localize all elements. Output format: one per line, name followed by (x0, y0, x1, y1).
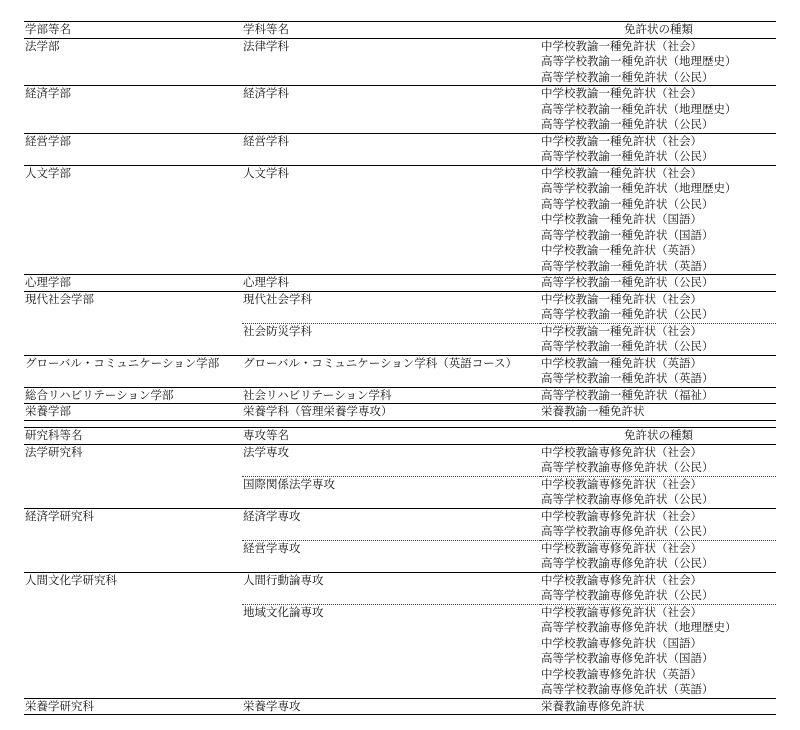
table-row (24, 508, 776, 540)
license-list-cell (540, 387, 776, 404)
license-item: 中学校教諭専修免許状（英語） (541, 666, 702, 681)
license-list-cell (540, 355, 776, 387)
license-item: 中学校教諭一種免許状（社会） (541, 291, 702, 306)
group-name-cell: 経済学研究科 (25, 508, 94, 523)
group-name-cell: 人間文化学研究科 (25, 572, 117, 587)
sub-name-cell: 法律学科 (243, 38, 289, 53)
table-row (24, 291, 776, 323)
license-item: 中学校教諭一種免許状（社会） (541, 323, 702, 338)
group-name-cell: 人文学部 (25, 165, 71, 180)
sub-name-cell: 国際関係法学専攻 (242, 476, 540, 508)
sub-name-cell: 経済学専攻 (243, 508, 301, 523)
table-row (24, 86, 776, 134)
sub-name-cell: 栄養学専攻 (243, 698, 301, 713)
header-graduate-school: 研究科等名 (25, 428, 83, 442)
sub-name-cell: 社会リハビリテーション学科 (243, 387, 392, 402)
license-item: 中学校教諭専修免許状（社会） (541, 476, 702, 491)
license-list-cell (540, 323, 776, 355)
undergraduate-license-table (24, 21, 776, 421)
license-list-cell (540, 404, 776, 421)
license-item: 高等学校教諭専修免許状（公民） (541, 460, 714, 474)
license-item: 中学校教諭一種免許状（英語） (541, 355, 702, 370)
sub-name-cell: 現代社会学科 (243, 291, 312, 306)
group-name-cell (24, 540, 242, 572)
table-row (24, 387, 776, 404)
license-list-cell (540, 165, 776, 275)
license-list-cell (540, 38, 776, 86)
license-list-cell (540, 540, 776, 572)
group-name-cell: 法学研究科 (25, 444, 83, 459)
group-name-cell: 経済学部 (25, 86, 71, 100)
license-list-cell (540, 698, 776, 715)
table-row (24, 604, 776, 698)
sub-name-cell: 人文学科 (243, 165, 289, 180)
license-item: 中学校教諭一種免許状（国語） (541, 212, 702, 226)
license-item: 高等学校教諭一種免許状（地理歴史） (541, 54, 737, 68)
license-item: 中学校教諭専修免許状（社会） (541, 604, 702, 619)
license-item: 中学校教諭専修免許状（社会） (541, 540, 702, 555)
sub-name-cell: 社会防災学科 (242, 323, 540, 355)
sub-name-cell: 人間行動論専攻 (243, 572, 324, 587)
license-item: 高等学校教諭専修免許状（国語） (541, 651, 714, 665)
license-item: 中学校教諭一種免許状（英語） (541, 243, 702, 257)
license-list-cell (540, 133, 776, 165)
license-item: 高等学校教諭専修免許状（公民） (541, 556, 714, 570)
table-row (24, 476, 776, 508)
license-list-cell (540, 476, 776, 508)
license-item: 中学校教諭一種免許状（社会） (541, 86, 702, 100)
group-name-cell: 総合リハビリテーション学部 (25, 387, 174, 402)
license-item: 高等学校教諭一種免許状（公民） (541, 149, 714, 163)
table-header (24, 428, 776, 445)
header-license-type: 免許状の種類 (624, 428, 693, 442)
license-item: 中学校教諭一種免許状（社会） (541, 165, 702, 180)
group-name-cell: 法学部 (25, 38, 60, 53)
group-name-cell (24, 604, 242, 698)
license-list-cell (540, 86, 776, 134)
header-faculty: 学部等名 (25, 22, 71, 36)
license-item: 高等学校教諭専修免許状（公民） (541, 588, 714, 602)
license-item: 高等学校教諭一種免許状（公民） (541, 69, 714, 84)
table-row (24, 444, 776, 476)
license-item: 高等学校教諭一種免許状（公民） (541, 275, 714, 289)
header-major: 専攻等名 (243, 428, 289, 442)
sub-name-cell: 経営学専攻 (242, 540, 540, 572)
sub-name-cell: 地域文化論専攻 (242, 604, 540, 698)
license-list-cell (540, 572, 776, 604)
license-list-cell (540, 444, 776, 476)
license-item: 高等学校教諭一種免許状（公民） (541, 117, 714, 131)
table-row (24, 323, 776, 355)
graduate-license-table (24, 427, 776, 715)
sub-name-cell: 栄養学科（管理栄養学専攻） (243, 404, 393, 418)
sub-name-cell: 心理学科 (243, 275, 289, 289)
license-item: 高等学校教諭一種免許状（地理歴史） (541, 101, 737, 116)
table-row (24, 38, 776, 86)
group-name-cell (24, 476, 242, 508)
group-name-cell (24, 323, 242, 355)
license-item: 中学校教諭専修免許状（社会） (541, 572, 702, 587)
sub-name-cell: グローバル・コミュニケーション学科（英語コース） (243, 355, 518, 370)
table-row (24, 698, 776, 715)
license-item: 中学校教諭専修免許状（国語） (541, 635, 702, 650)
license-item: 栄養教諭専修免許状 (541, 698, 645, 713)
group-name-cell: グローバル・コミュニケーション学部 (25, 355, 220, 370)
header-license-type: 免許状の種類 (624, 22, 693, 36)
license-list-cell (540, 508, 776, 540)
license-item: 高等学校教諭専修免許状（地理歴史） (541, 620, 737, 634)
license-item: 高等学校教諭専修免許状（英語） (541, 682, 714, 696)
group-name-cell: 栄養学研究科 (25, 698, 94, 713)
table-row (24, 165, 776, 275)
license-item: 高等学校教諭一種免許状（公民） (541, 307, 714, 321)
license-list-cell (540, 275, 776, 292)
sub-name-cell: 経営学科 (243, 133, 289, 148)
group-name-cell: 心理学部 (25, 275, 71, 289)
license-item: 高等学校教諭一種免許状（英語） (541, 258, 714, 273)
sub-name-cell: 法学専攻 (243, 444, 289, 459)
license-list-cell (540, 604, 776, 698)
table-row (24, 404, 776, 421)
license-item: 高等学校教諭一種免許状（福祉） (541, 387, 714, 402)
license-item: 高等学校教諭専修免許状（公民） (541, 492, 714, 506)
license-item: 中学校教諭一種免許状（社会） (541, 38, 702, 53)
license-item: 高等学校教諭一種免許状（地理歴史） (541, 181, 737, 195)
license-item: 高等学校教諭一種免許状（公民） (541, 339, 714, 353)
sub-name-cell: 経済学科 (243, 86, 289, 100)
license-item: 栄養教諭一種免許状 (541, 404, 645, 418)
license-item: 高等学校教諭一種免許状（英語） (541, 371, 714, 385)
license-list-cell (540, 291, 776, 323)
table-row (24, 355, 776, 387)
group-name-cell: 現代社会学部 (25, 291, 94, 306)
group-name-cell: 栄養学部 (25, 404, 71, 418)
table-row (24, 540, 776, 572)
license-item: 中学校教諭専修免許状（社会） (541, 508, 702, 523)
license-item: 中学校教諭専修免許状（社会） (541, 444, 702, 459)
table-row (24, 133, 776, 165)
table-row (24, 572, 776, 604)
group-name-cell: 経営学部 (25, 133, 71, 148)
header-department: 学科等名 (243, 22, 289, 36)
license-item: 高等学校教諭一種免許状（国語） (541, 227, 714, 242)
license-item: 高等学校教諭一種免許状（公民） (541, 196, 714, 211)
license-item: 高等学校教諭専修免許状（公民） (541, 524, 714, 538)
table-header (24, 22, 776, 39)
license-item: 中学校教諭一種免許状（社会） (541, 133, 702, 148)
table-row (24, 275, 776, 292)
